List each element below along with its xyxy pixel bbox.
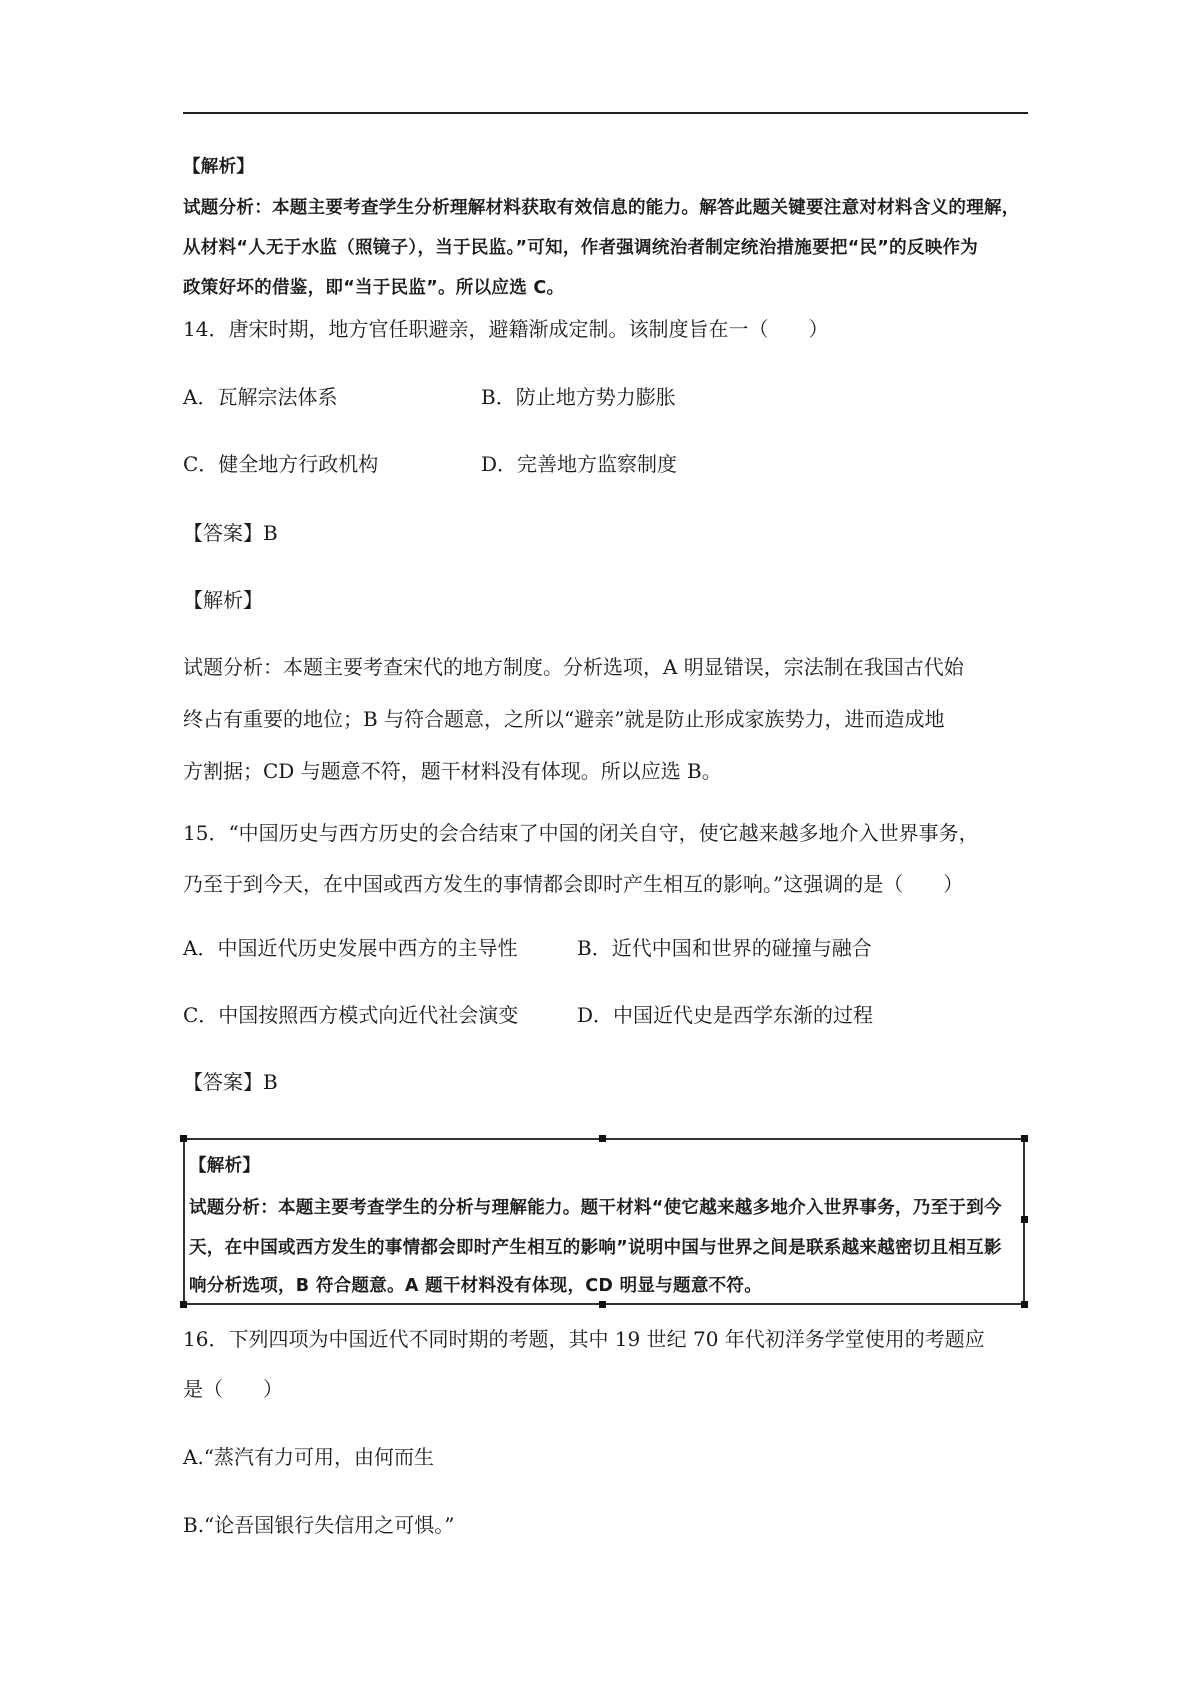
analysis-line: 试题分析：本题主要考查宋代的地方制度。分析选项，A 明显错误，宗法制在我国古代始 bbox=[183, 655, 964, 679]
resize-handle[interactable] bbox=[599, 1135, 606, 1142]
option-d: D．完善地方监察制度 bbox=[481, 452, 678, 476]
analysis-line: 从材料“人无于水监（照镜子），当于民监。”可知，作者强调统治者制定统治措施要把“民”的反映作为 bbox=[183, 238, 979, 258]
analysis-frame bbox=[183, 1138, 1025, 1305]
option-a: A.“蒸汽有力可用，由何而生 bbox=[183, 1445, 435, 1469]
option-b: B.“论吾国银行失信用之可惧。” bbox=[183, 1513, 455, 1537]
analysis-line: 天，在中国或西方发生的事情都会即时产生相互的影响”说明中国与世界之间是联系越来越密切且相互影 bbox=[189, 1238, 1002, 1258]
option-a: A．中国近代历史发展中西方的主导性 bbox=[183, 936, 518, 960]
analysis-line: 试题分析：本题主要考查学生分析理解材料获取有效信息的能力。解答此题关键要注意对材料含义的理解， bbox=[183, 198, 1020, 218]
question-14-stem: 14．唐宋时期，地方官任职避亲，避籍渐成定制。该制度旨在一（ ） bbox=[183, 317, 829, 341]
analysis-line: 方割据；CD 与题意不符，题干材料没有体现。所以应选 B。 bbox=[183, 759, 722, 783]
analysis-heading: 【解析】 bbox=[183, 157, 255, 177]
analysis-line: 终占有重要的地位；B 与符合题意，之所以“避亲”就是防止形成家族势力，进而造成地 bbox=[183, 707, 945, 731]
analysis-line: 政策好坏的借鉴，即“当于民监”。所以应选 C。 bbox=[183, 278, 565, 298]
analysis-line: 响分析选项，B 符合题意。A 题干材料没有体现，CD 明显与题意不符。 bbox=[189, 1276, 763, 1296]
option-a: A．瓦解宗法体系 bbox=[183, 385, 338, 409]
option-c: C．健全地方行政机构 bbox=[183, 452, 379, 476]
answer-label: 【答案】B bbox=[183, 1070, 278, 1094]
resize-handle[interactable] bbox=[1021, 1135, 1028, 1142]
question-15-stem: 乃至于到今天，在中国或西方发生的事情都会即时产生相互的影响。”这强调的是（ ） bbox=[183, 872, 964, 896]
option-c: C．中国按照西方模式向近代社会演变 bbox=[183, 1003, 519, 1027]
question-16-stem: 是（ ） bbox=[183, 1377, 283, 1401]
analysis-heading: 【解析】 bbox=[183, 588, 263, 612]
resize-handle[interactable] bbox=[1021, 1301, 1028, 1308]
question-15-stem: 15．“中国历史与西方历史的会合结束了中国的闭关自守，使它越来越多地介入世界事务， bbox=[183, 821, 979, 845]
option-b: B．近代中国和世界的碰撞与融合 bbox=[577, 936, 872, 960]
analysis-line: 试题分析：本题主要考查学生的分析与理解能力。题干材料“使它越来越多地介入世界事务，乃至于到今 bbox=[189, 1198, 1002, 1218]
option-b: B．防止地方势力膨胀 bbox=[481, 385, 676, 409]
answer-label: 【答案】B bbox=[183, 521, 278, 545]
analysis-heading: 【解析】 bbox=[189, 1156, 261, 1176]
resize-handle[interactable] bbox=[1021, 1216, 1028, 1223]
resize-handle[interactable] bbox=[180, 1301, 187, 1308]
option-d: D．中国近代史是西学东渐的过程 bbox=[577, 1003, 874, 1027]
header-rule bbox=[183, 112, 1028, 114]
resize-handle[interactable] bbox=[599, 1301, 606, 1308]
question-16-stem: 16．下列四项为中国近代不同时期的考题，其中 19 世纪 70 年代初洋务学堂使用的考题应 bbox=[183, 1327, 985, 1351]
resize-handle[interactable] bbox=[180, 1135, 187, 1142]
